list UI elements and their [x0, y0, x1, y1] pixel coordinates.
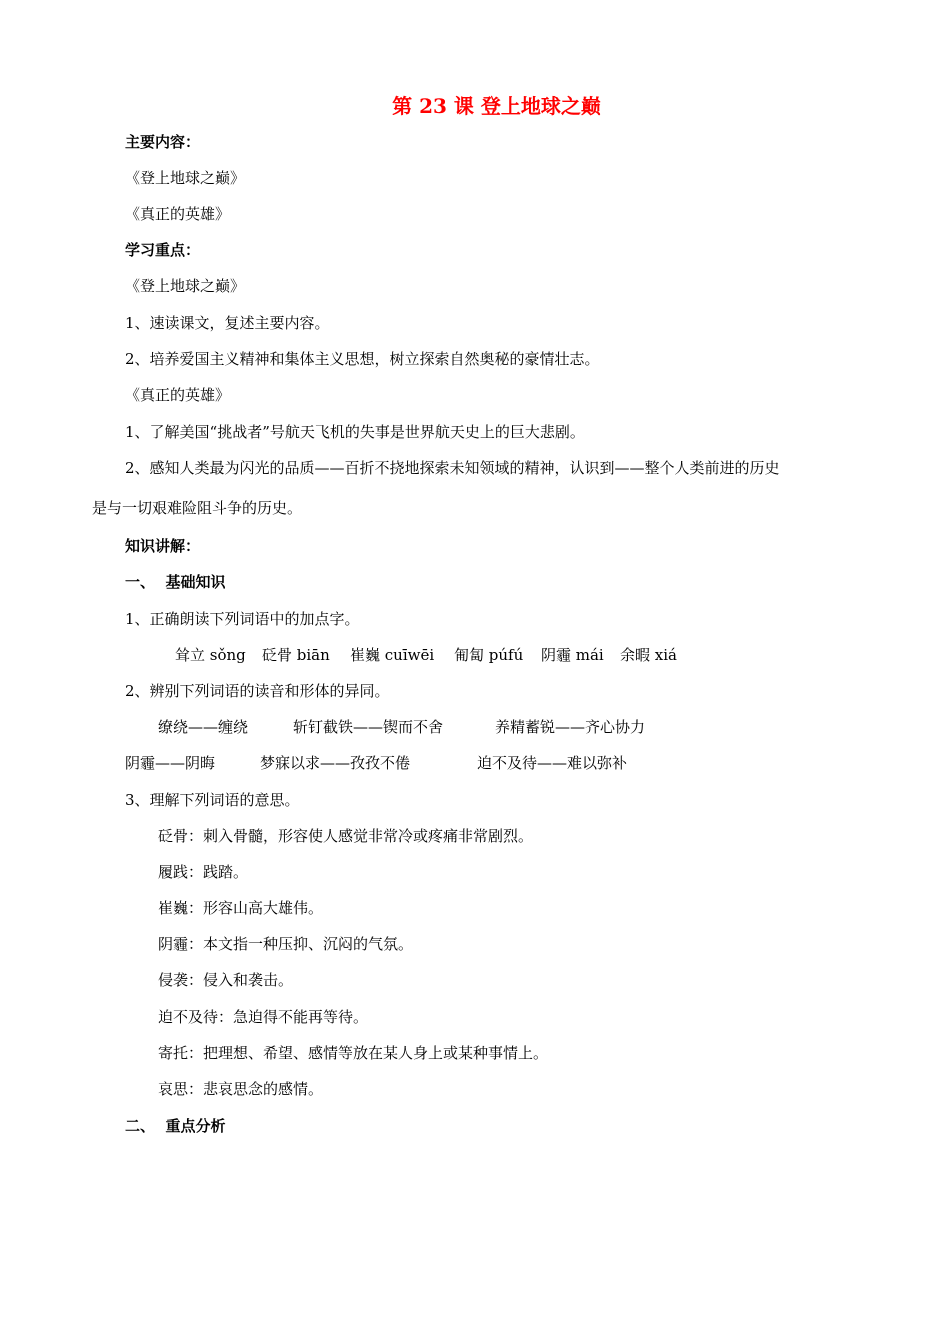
definition: 哀思：悲哀思念的感情。 [158, 1080, 324, 1098]
word-pair: 养精蓄锐——齐心协力 [495, 718, 646, 736]
part2-heading: 二、 重点分析 [125, 1117, 226, 1135]
word-pair: 阴霾——阴晦 [125, 754, 216, 772]
lesson1-point: 2、培养爱国主义精神和集体主义思想，树立探索自然奥秘的豪情壮志。 [125, 350, 600, 368]
pinyin-word: 余暇 xiá [620, 646, 677, 664]
main-content-item: 《登上地球之巅》 [125, 169, 246, 187]
pinyin-word: 砭骨 biān [262, 646, 330, 664]
word-pair: 迫不及待——难以弥补 [477, 754, 628, 772]
part1-heading: 一、 基础知识 [125, 573, 226, 591]
lesson2-point: 1、了解美国“挑战者”号航天飞机的失事是世界航天史上的巨大悲剧。 [125, 423, 585, 441]
pinyin-word: 匍匐 púfú [454, 646, 524, 664]
key-points-heading: 学习重点： [125, 241, 201, 259]
word-pair: 斩钉截铁——锲而不舍 [293, 718, 444, 736]
q1-prompt: 1、正确朗读下列词语中的加点字。 [125, 610, 360, 628]
lesson1-point: 1、速读课文，复述主要内容。 [125, 314, 330, 332]
definition: 崔巍：形容山高大雄伟。 [158, 899, 324, 917]
definition: 阴霾：本文指一种压抑、沉闷的气氛。 [158, 935, 414, 953]
pinyin-word: 耸立 sǒng [175, 646, 246, 664]
definition: 侵袭：侵入和袭击。 [158, 971, 294, 989]
lesson2-name: 《真正的英雄》 [125, 386, 231, 404]
pinyin-word: 崔巍 cuīwēi [350, 646, 435, 664]
definition: 砭骨：刺入骨髓，形容使人感觉非常冷或疼痛非常剧烈。 [158, 827, 534, 845]
word-pair: 缭绕——缠绕 [158, 718, 249, 736]
main-content-heading: 主要内容： [125, 133, 201, 151]
page-title: 第 23 课 登上地球之巅 [392, 94, 601, 118]
q3-prompt: 3、理解下列词语的意思。 [125, 791, 300, 809]
q2-prompt: 2、辨别下列词语的读音和形体的异同。 [125, 682, 390, 700]
lesson2-point: 2、感知人类最为闪光的品质——百折不挠地探索未知领域的精神，认识到——整个人类前进的历史 [125, 459, 780, 477]
knowledge-heading: 知识讲解： [125, 537, 201, 555]
definition: 履践：践踏。 [158, 863, 249, 881]
definition: 寄托：把理想、希望、感情等放在某人身上或某种事情上。 [158, 1044, 549, 1062]
lesson1-name: 《登上地球之巅》 [125, 277, 246, 295]
main-content-item: 《真正的英雄》 [125, 205, 231, 223]
word-pair: 梦寐以求——孜孜不倦 [260, 754, 411, 772]
definition: 迫不及待：急迫得不能再等待。 [158, 1008, 369, 1026]
pinyin-word: 阴霾 mái [541, 646, 604, 664]
lesson2-point-continued: 是与一切艰难险阻斗争的历史。 [92, 499, 303, 517]
